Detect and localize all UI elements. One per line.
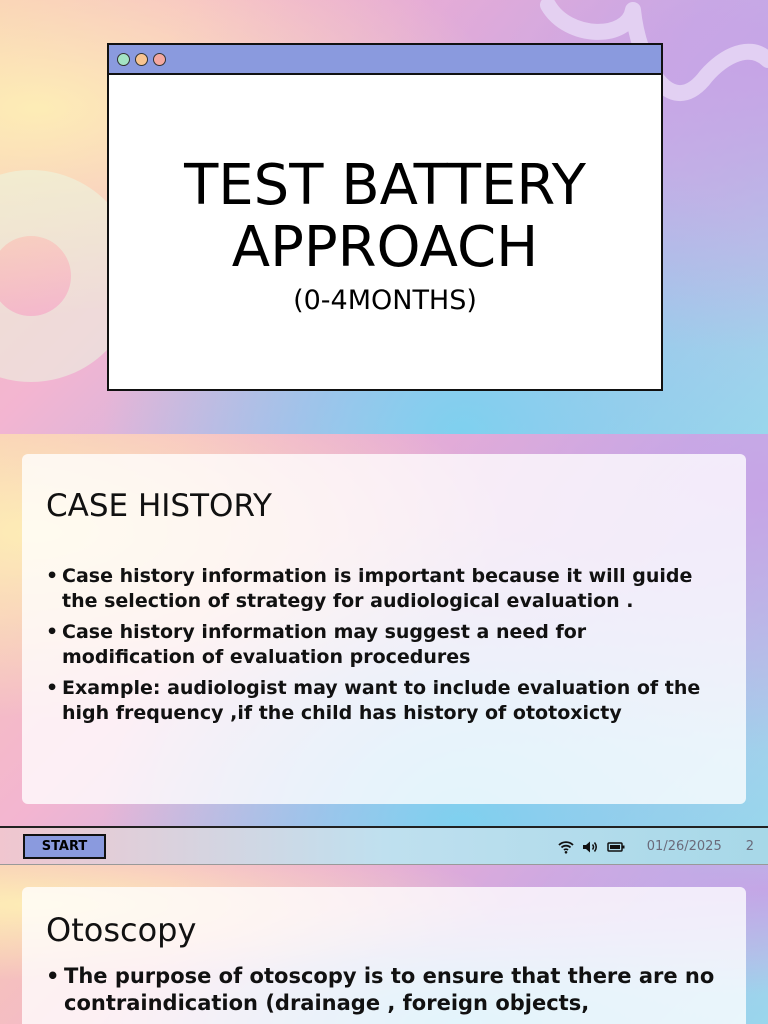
start-button[interactable]: START bbox=[23, 834, 106, 859]
title-content bbox=[109, 75, 661, 316]
window-dot-orange bbox=[135, 53, 148, 66]
taskbar-date: 01/26/2025 bbox=[646, 839, 722, 854]
bullet-list bbox=[46, 963, 722, 1017]
window-dot-green bbox=[117, 53, 130, 66]
list-item bbox=[46, 620, 722, 670]
bullet-icon: • bbox=[46, 964, 60, 988]
case-history-slide bbox=[0, 434, 768, 826]
otoscopy-slide bbox=[0, 865, 768, 1024]
bullet-icon: • bbox=[46, 621, 59, 643]
bullet-text: The purpose of otoscopy is to ensure that there are no contraindication (drainage , foreign objects, bbox=[64, 964, 715, 1015]
bullet-text: Example: audiologist may want to include evaluation of the high frequency ,if the child has history of ototoxicty bbox=[62, 677, 701, 724]
window-dot-pink bbox=[153, 53, 166, 66]
bullet-text: Case history information may suggest a need for modification of evaluation procedures bbox=[62, 621, 587, 668]
page-number: 2 bbox=[745, 839, 754, 854]
slide-subtitle: (0-4MONTHS) bbox=[293, 285, 477, 316]
slide-heading: CASE HISTORY bbox=[46, 488, 272, 524]
content-card bbox=[22, 887, 746, 1024]
bullet-icon: • bbox=[46, 677, 59, 699]
list-item bbox=[46, 564, 722, 614]
slide-title-line2: APPROACH bbox=[231, 215, 539, 280]
title-slide bbox=[0, 0, 768, 434]
content-card bbox=[22, 454, 746, 804]
system-tray bbox=[558, 828, 754, 865]
bullet-icon: • bbox=[46, 565, 59, 587]
slide-title-line1: TEST BATTERY bbox=[184, 153, 586, 218]
taskbar bbox=[0, 826, 768, 865]
battery-icon[interactable] bbox=[607, 841, 625, 853]
wifi-icon[interactable] bbox=[558, 840, 574, 854]
window-titlebar bbox=[109, 45, 661, 75]
bullet-text: Case history information is important because it will guide the selection of strategy for audiological evaluation . bbox=[62, 565, 693, 612]
bullet-list bbox=[46, 564, 722, 726]
list-item bbox=[46, 676, 722, 726]
title-window bbox=[107, 43, 663, 391]
slide-heading: Otoscopy bbox=[46, 911, 197, 949]
list-item bbox=[46, 963, 722, 1017]
speaker-icon[interactable] bbox=[582, 840, 599, 854]
